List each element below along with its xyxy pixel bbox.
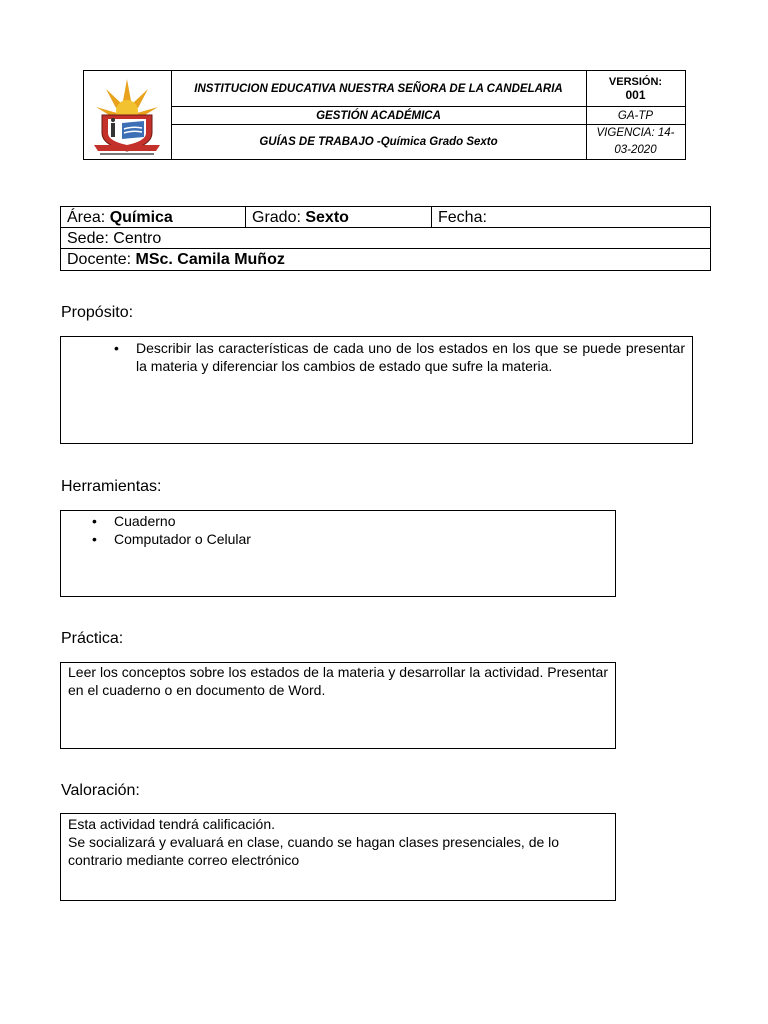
document-code: GA-TP — [586, 107, 685, 125]
guide-title: GUÍAS DE TRABAJO -Química Grado Sexto — [259, 136, 498, 148]
header-meta — [586, 71, 685, 159]
practice-text: Leer los conceptos sobre los estados de la materia y desarrollar la actividad. Presentar en el cuaderno o en documento de Word. — [68, 664, 608, 698]
version-cell — [586, 71, 685, 107]
tools-box — [60, 510, 616, 597]
grade-cell — [246, 207, 432, 228]
grade-label: Grado: — [252, 209, 306, 226]
teacher-label: Docente: — [67, 251, 136, 268]
assessment-line2: Se socializará y evaluará en clase, cuando se hagan clases presenciales, de lo contrario mediante correo electrónico — [68, 834, 560, 868]
purpose-list — [136, 339, 685, 375]
grade-value: Sexto — [305, 209, 349, 226]
document-header — [83, 70, 686, 160]
department-name: GESTIÓN ACADÉMICA — [171, 107, 586, 125]
school-crest-logo — [84, 71, 171, 159]
assessment-title: Valoración: — [61, 782, 140, 799]
practice-title: Práctica: — [61, 630, 124, 647]
teacher-value: MSc. Camila Muñoz — [135, 251, 285, 268]
teacher-cell — [61, 249, 710, 270]
tools-title: Herramientas: — [61, 478, 162, 495]
info-row-3 — [61, 249, 710, 270]
header-titles — [171, 71, 587, 159]
purpose-item: • Describir las características de cada uno de los estados en los que se puede presentar la materia y diferenciar los cambios de estado que sufre la materia. — [136, 339, 685, 375]
assessment-line1: Esta actividad tendrá calificación. — [68, 816, 275, 832]
validity-line2: 03-2020 — [614, 144, 657, 156]
info-row-1 — [61, 207, 710, 228]
version-value: 001 — [625, 87, 646, 102]
purpose-title: Propósito: — [61, 304, 134, 321]
info-table — [60, 206, 711, 271]
practice-box — [60, 662, 616, 749]
tools-item: • Computador o Celular — [114, 530, 608, 548]
area-cell — [61, 207, 246, 228]
purpose-box — [60, 336, 693, 444]
assessment-box — [60, 813, 616, 901]
date-cell — [432, 207, 710, 228]
validity-cell — [586, 125, 685, 159]
area-label: Área: — [67, 209, 110, 226]
logo-cell — [84, 71, 172, 159]
tools-item: • Cuaderno — [114, 512, 608, 530]
area-value: Química — [109, 209, 173, 226]
validity-line1: VIGENCIA: 14- — [596, 127, 675, 139]
date-label: Fecha: — [438, 209, 487, 226]
site-cell: Sede: Centro — [67, 230, 162, 247]
tools-list — [114, 512, 608, 548]
version-label: VERSIÓN: — [608, 75, 663, 88]
institution-name: INSTITUCION EDUCATIVA NUESTRA SEÑORA DE LA CANDELARIA — [171, 71, 586, 107]
info-row-2 — [61, 228, 710, 249]
